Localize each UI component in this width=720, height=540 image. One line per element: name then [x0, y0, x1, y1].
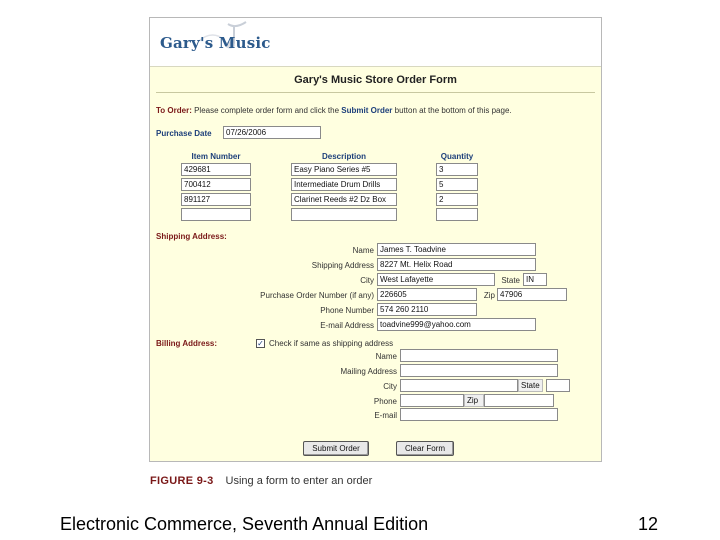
figure-caption-text: Using a form to enter an order — [225, 475, 373, 487]
mailing-address-input[interactable] — [400, 364, 558, 377]
billing-email-label: E-mail — [374, 411, 397, 420]
billing-email-input[interactable] — [400, 408, 558, 421]
same-as-shipping-label: Check if same as shipping address — [269, 339, 394, 348]
item-number-input[interactable]: 891127 — [181, 193, 251, 206]
billing-state-input[interactable] — [546, 379, 570, 392]
mailing-address-label: Mailing Address — [340, 367, 397, 376]
shipping-state-input[interactable]: IN — [523, 273, 547, 286]
billing-city-input[interactable] — [400, 379, 518, 392]
order-form-screenshot — [149, 17, 602, 462]
billing-name-input[interactable] — [400, 349, 558, 362]
billing-zip-input[interactable] — [484, 394, 554, 407]
item-number-input[interactable]: 700412 — [181, 178, 251, 191]
clear-form-button[interactable]: Clear Form — [396, 441, 454, 456]
shipping-address-input[interactable]: 8227 Mt. Helix Road — [377, 258, 536, 271]
phone-number-input[interactable]: 574 260 2110 — [377, 303, 477, 316]
po-number-input[interactable]: 226605 — [377, 288, 477, 301]
purchase-date-label: Purchase Date — [156, 129, 212, 138]
billing-heading: Billing Address: — [156, 339, 218, 348]
shipping-name-input[interactable]: James T. Toadvine — [377, 243, 536, 256]
shipping-name-label: Name — [352, 246, 374, 255]
po-number-label: Purchase Order Number (if any) — [260, 291, 374, 300]
instructions — [156, 106, 512, 116]
billing-phone-label: Phone — [373, 397, 397, 406]
billing-state-label: State — [518, 379, 543, 392]
phone-number-label: Phone Number — [320, 306, 374, 315]
billing-name-label: Name — [375, 352, 397, 361]
submit-order-button[interactable]: Submit Order — [303, 441, 369, 456]
instructions-submit-ref: Submit Order — [341, 106, 393, 115]
purchase-date-input[interactable]: 07/26/2006 — [223, 126, 321, 139]
logo[interactable]: Gary's Music — [160, 34, 271, 52]
shipping-address-label: Shipping Address — [311, 261, 374, 270]
same-as-shipping-checkbox[interactable]: ✓ — [257, 339, 264, 348]
instructions-text-1: Please complete order form and click the — [194, 106, 340, 115]
quantity-input[interactable]: 2 — [436, 193, 478, 206]
instructions-prefix: To Order: — [156, 106, 192, 115]
email-address-label: E-mail Address — [320, 321, 374, 330]
description-input[interactable]: Easy Piano Series #5 — [291, 163, 397, 176]
shipping-zip-label: Zip — [483, 291, 495, 300]
description-input[interactable]: Intermediate Drum Drills — [291, 178, 397, 191]
item-number-input[interactable] — [181, 208, 251, 221]
description-input[interactable] — [291, 208, 397, 221]
quantity-header: Quantity — [440, 152, 474, 161]
item-number-header: Item Number — [191, 152, 241, 161]
shipping-city-label: City — [360, 276, 374, 285]
billing-zip-label: Zip — [464, 394, 484, 407]
page-number: 12 — [637, 514, 658, 534]
email-address-input[interactable]: toadvine999@yahoo.com — [377, 318, 536, 331]
form-title: Gary's Music Store Order Form — [294, 74, 457, 86]
quantity-input[interactable] — [436, 208, 478, 221]
billing-city-label: City — [383, 382, 397, 391]
figure-caption — [150, 475, 372, 487]
instructions-text-2: button at the bottom of this page. — [394, 106, 512, 115]
divider — [156, 92, 595, 93]
description-header: Description — [321, 152, 366, 161]
site-banner — [150, 18, 601, 67]
footer-title: Electronic Commerce, Seventh Annual Edition — [60, 514, 429, 534]
shipping-state-label: State — [501, 276, 520, 285]
description-input[interactable]: Clarinet Reeds #2 Dz Box — [291, 193, 397, 206]
shipping-city-input[interactable]: West Lafayette — [377, 273, 495, 286]
shipping-heading: Shipping Address: — [156, 232, 227, 241]
quantity-input[interactable]: 5 — [436, 178, 478, 191]
billing-phone-input[interactable] — [400, 394, 464, 407]
item-number-input[interactable]: 429681 — [181, 163, 251, 176]
shipping-zip-input[interactable]: 47906 — [497, 288, 567, 301]
figure-number: FIGURE 9-3 — [150, 475, 214, 487]
quantity-input[interactable]: 3 — [436, 163, 478, 176]
